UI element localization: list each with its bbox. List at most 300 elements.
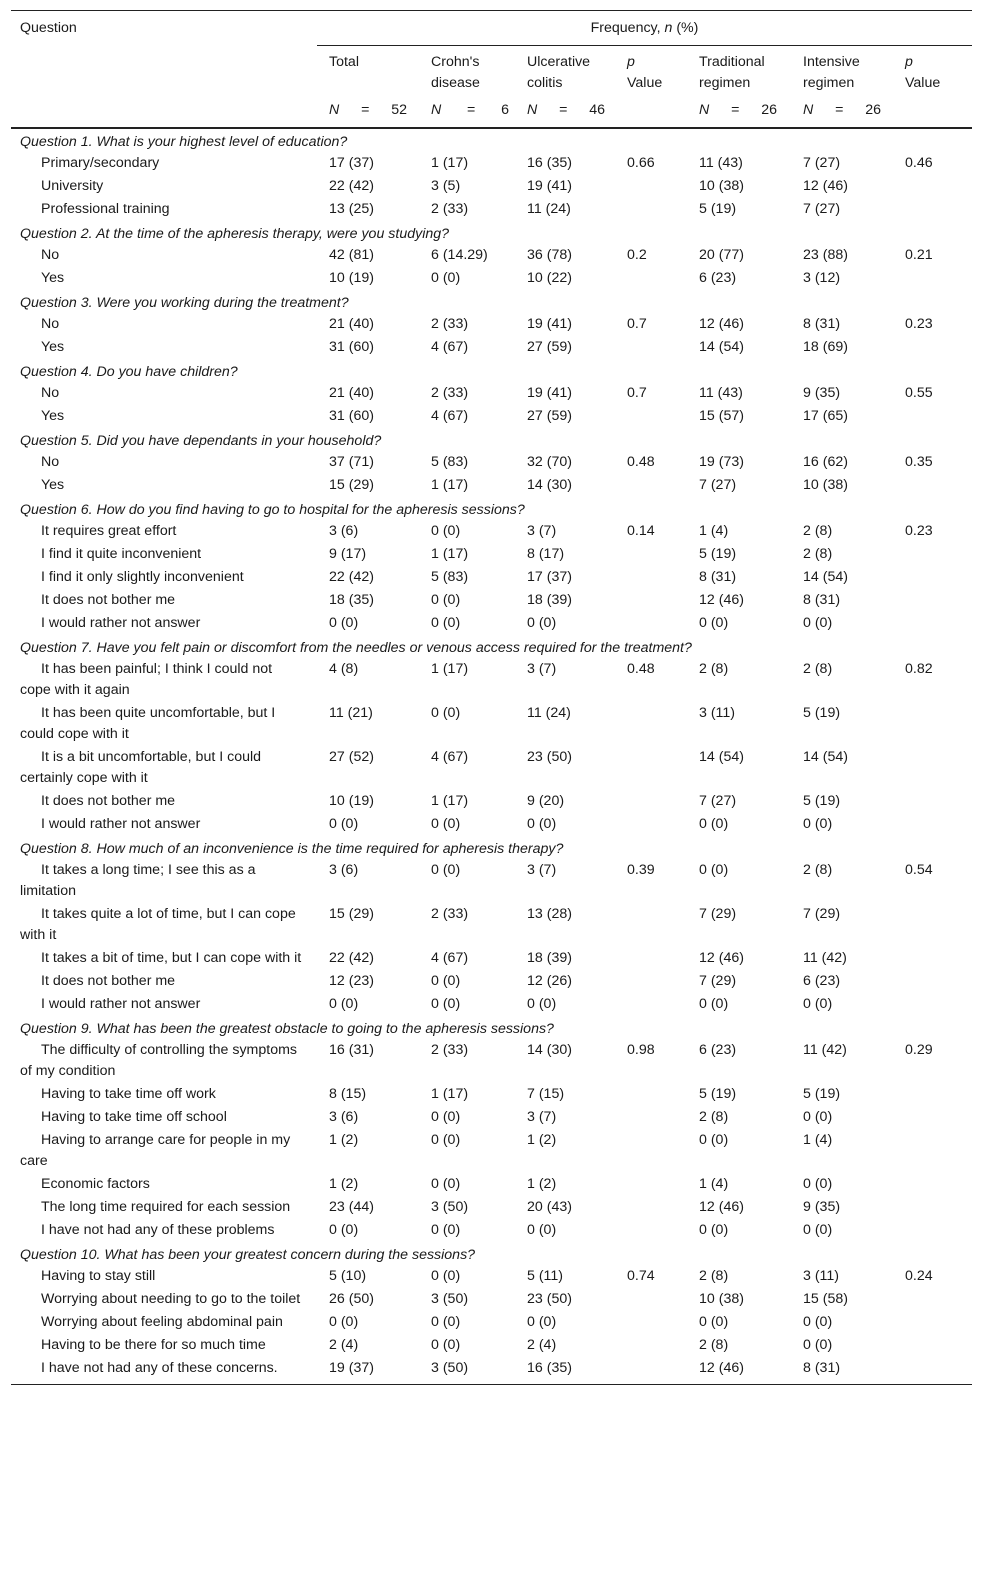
frequency-cell: 22 (42) <box>329 569 374 585</box>
answer-row <box>11 658 972 702</box>
frequency-cell: 0 (0) <box>699 1222 729 1238</box>
column-n-value <box>527 100 605 121</box>
answer-label <box>11 198 317 221</box>
p-value-cell: 0.7 <box>627 385 647 401</box>
frequency-cell: 7 (27) <box>803 155 841 171</box>
answer-label <box>11 566 317 589</box>
answer-row <box>11 543 972 566</box>
frequency-cell: 26 (50) <box>329 1291 374 1307</box>
frequency-cell: 0 (0) <box>431 1132 461 1148</box>
frequency-cell: 2 (8) <box>699 1268 729 1284</box>
question-text: Question 8. How much of an inconvenience is the time required for apheresis therapy? <box>20 841 564 857</box>
p-value-cell <box>893 566 972 589</box>
frequency-cell: 5 (19) <box>699 1086 737 1102</box>
frequency-cell: 10 (19) <box>329 793 374 809</box>
answer-label <box>11 813 317 836</box>
frequency-cell: 0 (0) <box>699 615 729 631</box>
answer-label <box>11 702 317 746</box>
table-body <box>11 128 972 1385</box>
answer-label <box>11 1039 317 1083</box>
column-header-line1: Traditional <box>699 54 765 70</box>
frequency-cell: 3 (7) <box>527 1109 557 1125</box>
frequency-cell: 0 (0) <box>699 996 729 1012</box>
answer-text: The long time required for each session <box>41 1199 291 1215</box>
frequency-cell: 15 (29) <box>329 906 374 922</box>
column-n-2 <box>515 94 615 128</box>
column-header-3 <box>615 46 687 95</box>
frequency-cell: 0 (0) <box>699 816 729 832</box>
frequency-cell: 3 (11) <box>803 1268 840 1284</box>
answer-row <box>11 813 972 836</box>
frequency-cell: 0 (0) <box>329 1314 359 1330</box>
n-count: 26 <box>761 102 777 118</box>
p-value-cell <box>893 790 972 813</box>
frequency-cell: 0 (0) <box>431 615 461 631</box>
frequency-cell: 31 (60) <box>329 339 374 355</box>
frequency-cell: 23 (88) <box>803 247 848 263</box>
n-count: 6 <box>501 102 509 118</box>
p-value-cell <box>615 267 687 290</box>
frequency-cell: 0 (0) <box>431 862 461 878</box>
frequency-cell: 0 (0) <box>803 1109 833 1125</box>
frequency-cell: 0 (0) <box>329 615 359 631</box>
frequency-cell: 27 (52) <box>329 749 374 765</box>
p-value-cell: 0.2 <box>627 247 647 263</box>
frequency-cell: 1 (17) <box>431 546 469 562</box>
answer-text: Having to stay still <box>41 1268 156 1284</box>
answer-label <box>11 970 317 993</box>
answer-label <box>11 612 317 635</box>
answer-label <box>11 993 317 1016</box>
column-header-line1: p <box>905 54 913 70</box>
p-value-cell <box>615 903 687 947</box>
p-value-cell <box>615 970 687 993</box>
p-value-cell <box>615 790 687 813</box>
frequency-cell: 15 (57) <box>699 408 744 424</box>
n-count: 46 <box>589 102 605 118</box>
question-row <box>11 128 972 152</box>
frequency-cell: 0 (0) <box>699 1132 729 1148</box>
frequency-cell: 9 (17) <box>329 546 367 562</box>
frequency-cell: 10 (22) <box>527 270 572 286</box>
question-row <box>11 1016 972 1039</box>
survey-table <box>11 10 972 1385</box>
answer-label <box>11 1311 317 1334</box>
question-row <box>11 359 972 382</box>
question-text: Question 6. How do you find having to go to hospital for the apheresis sessions? <box>20 502 525 518</box>
p-value-cell <box>615 702 687 746</box>
p-value-cell <box>893 746 972 790</box>
frequency-cell: 5 (83) <box>431 454 469 470</box>
answer-row <box>11 1129 972 1173</box>
frequency-cell: 7 (15) <box>527 1086 565 1102</box>
n-equals: = <box>835 102 844 118</box>
p-value-cell <box>893 1129 972 1173</box>
p-value-cell: 0.54 <box>905 862 933 878</box>
frequency-cell: 3 (6) <box>329 1109 359 1125</box>
answer-row <box>11 1219 972 1242</box>
frequency-cell: 0 (0) <box>329 996 359 1012</box>
answer-text: It has been quite uncomfortable, but I could cope with it <box>20 705 276 742</box>
frequency-cell: 5 (19) <box>699 201 737 217</box>
frequency-cell: 0 (0) <box>431 270 461 286</box>
answer-label <box>11 175 317 198</box>
column-header-1 <box>419 46 515 95</box>
answer-row <box>11 336 972 359</box>
answer-label <box>11 1106 317 1129</box>
column-header-5 <box>791 46 893 95</box>
p-value-cell <box>615 1196 687 1219</box>
frequency-cell: 23 (44) <box>329 1199 374 1215</box>
p-value-cell <box>615 1334 687 1357</box>
frequency-cell: 10 (19) <box>329 270 374 286</box>
answer-row <box>11 790 972 813</box>
answer-text: I would rather not answer <box>41 816 201 832</box>
column-header-2 <box>515 46 615 95</box>
frequency-cell: 16 (62) <box>803 454 848 470</box>
frequency-cell: 0 (0) <box>699 862 729 878</box>
answer-label <box>11 746 317 790</box>
frequency-cell: 12 (23) <box>329 973 374 989</box>
frequency-cell: 0 (0) <box>803 1222 833 1238</box>
frequency-cell: 5 (10) <box>329 1268 367 1284</box>
answer-text: It is a bit uncomfortable, but I could certainly cope with it <box>20 749 262 786</box>
question-text: Question 5. Did you have dependants in your household? <box>20 433 382 449</box>
frequency-cell: 5 (19) <box>803 1086 841 1102</box>
answer-row <box>11 1265 972 1288</box>
frequency-cell: 0 (0) <box>803 615 833 631</box>
frequency-cell: 3 (7) <box>527 862 557 878</box>
frequency-cell: 12 (46) <box>699 1360 744 1376</box>
column-header-0 <box>317 46 419 95</box>
frequency-cell: 0 (0) <box>329 1222 359 1238</box>
p-value-cell <box>893 1311 972 1334</box>
answer-text: The difficulty of controlling the symptoms of my condition <box>20 1042 298 1079</box>
frequency-cell: 1 (2) <box>329 1132 359 1148</box>
frequency-cell: 11 (43) <box>699 155 743 171</box>
frequency-cell: 31 (60) <box>329 408 374 424</box>
frequency-cell: 19 (41) <box>527 178 572 194</box>
p-value-cell <box>615 1173 687 1196</box>
frequency-cell: 23 (50) <box>527 749 572 765</box>
frequency-cell: 6 (23) <box>803 973 841 989</box>
frequency-cell: 7 (29) <box>803 906 841 922</box>
answer-row <box>11 1106 972 1129</box>
frequency-cell: 7 (27) <box>699 793 737 809</box>
frequency-cell: 1 (17) <box>431 477 469 493</box>
frequency-cell: 12 (46) <box>699 1199 744 1215</box>
frequency-cell: 32 (70) <box>527 454 572 470</box>
frequency-cell: 42 (81) <box>329 247 374 263</box>
frequency-cell: 2 (33) <box>431 1042 469 1058</box>
frequency-cell: 1 (17) <box>431 793 469 809</box>
question-row <box>11 221 972 244</box>
answer-label <box>11 947 317 970</box>
frequency-cell: 3 (12) <box>803 270 841 286</box>
p-value-cell: 0.29 <box>905 1042 933 1058</box>
frequency-cell: 12 (46) <box>699 950 744 966</box>
frequency-cell: 1 (2) <box>527 1176 557 1192</box>
p-value-cell <box>615 1311 687 1334</box>
frequency-cell: 15 (29) <box>329 477 374 493</box>
answer-row <box>11 702 972 746</box>
p-value-cell <box>893 1196 972 1219</box>
frequency-cell: 0 (0) <box>803 996 833 1012</box>
frequency-cell: 16 (35) <box>527 155 572 171</box>
column-header-line2: Value <box>627 75 663 91</box>
p-value-cell: 0.66 <box>627 155 655 171</box>
frequency-cell: 4 (67) <box>431 339 469 355</box>
n-label: N <box>329 102 340 118</box>
frequency-cell: 1 (2) <box>329 1176 359 1192</box>
answer-row <box>11 1173 972 1196</box>
answer-row <box>11 520 972 543</box>
answer-row <box>11 1039 972 1083</box>
frequency-cell: 2 (33) <box>431 201 469 217</box>
frequency-cell: 2 (8) <box>699 1337 729 1353</box>
frequency-cell: 10 (38) <box>803 477 848 493</box>
column-n-6 <box>893 94 972 128</box>
frequency-header: Frequency, n (%) <box>317 11 972 46</box>
p-value-cell <box>893 1357 972 1385</box>
answer-row <box>11 1334 972 1357</box>
answer-text: I would rather not answer <box>41 615 201 631</box>
frequency-cell: 5 (19) <box>803 793 841 809</box>
answer-label <box>11 405 317 428</box>
question-text: Question 1. What is your highest level of education? <box>20 134 348 150</box>
frequency-cell: 3 (6) <box>329 862 359 878</box>
frequency-cell: 2 (8) <box>803 523 833 539</box>
frequency-cell: 0 (0) <box>431 1268 461 1284</box>
n-equals: = <box>559 102 568 118</box>
answer-text: It takes a long time; I see this as a limitation <box>20 862 256 899</box>
answer-label <box>11 1196 317 1219</box>
question-text: Question 10. What has been your greatest concern during the sessions? <box>20 1247 476 1263</box>
frequency-cell: 1 (4) <box>803 1132 833 1148</box>
answer-label <box>11 589 317 612</box>
question-row <box>11 428 972 451</box>
column-header-line2: colitis <box>527 75 563 91</box>
answer-text: No <box>41 247 60 263</box>
answer-row <box>11 993 972 1016</box>
frequency-cell: 0 (0) <box>431 1314 461 1330</box>
answer-label <box>11 790 317 813</box>
answer-row <box>11 405 972 428</box>
frequency-cell: 13 (28) <box>527 906 572 922</box>
frequency-cell: 0 (0) <box>431 1222 461 1238</box>
frequency-cell: 0 (0) <box>329 816 359 832</box>
answer-text: Yes <box>41 477 65 493</box>
n-label: N <box>699 102 710 118</box>
answer-row <box>11 1083 972 1106</box>
answer-text: It does not bother me <box>41 592 176 608</box>
answer-text: I would rather not answer <box>41 996 201 1012</box>
answer-label <box>11 382 317 405</box>
frequency-cell: 8 (31) <box>803 1360 841 1376</box>
frequency-cell: 9 (20) <box>527 793 565 809</box>
answer-label <box>11 903 317 947</box>
frequency-cell: 8 (15) <box>329 1086 367 1102</box>
frequency-cell: 7 (27) <box>699 477 737 493</box>
p-value-cell <box>893 1173 972 1196</box>
frequency-cell: 12 (26) <box>527 973 572 989</box>
answer-label <box>11 658 317 702</box>
p-value-cell <box>893 903 972 947</box>
answer-row <box>11 947 972 970</box>
answer-row <box>11 1288 972 1311</box>
frequency-cell: 2 (8) <box>803 661 833 677</box>
frequency-cell: 0 (0) <box>527 1222 557 1238</box>
frequency-cell: 14 (54) <box>699 749 744 765</box>
p-value-cell <box>893 1083 972 1106</box>
p-value-cell <box>893 612 972 635</box>
frequency-cell: 0 (0) <box>431 705 461 721</box>
answer-row <box>11 1196 972 1219</box>
frequency-cell: 12 (46) <box>803 178 848 194</box>
frequency-cell: 13 (25) <box>329 201 374 217</box>
p-value-cell <box>893 198 972 221</box>
frequency-cell: 18 (39) <box>527 950 572 966</box>
n-count: 52 <box>391 102 407 118</box>
p-value-cell <box>615 1129 687 1173</box>
frequency-cell: 2 (8) <box>803 546 833 562</box>
answer-text: Yes <box>41 339 65 355</box>
column-n-value <box>329 100 407 121</box>
p-value-cell <box>893 267 972 290</box>
p-value-cell: 0.35 <box>905 454 933 470</box>
frequency-cell: 2 (4) <box>527 1337 557 1353</box>
frequency-cell: 8 (31) <box>803 592 841 608</box>
frequency-cell: 4 (8) <box>329 661 359 677</box>
frequency-cell: 3 (50) <box>431 1360 469 1376</box>
answer-label <box>11 1219 317 1242</box>
answer-text: It has been painful; I think I could not cope with it again <box>20 661 273 698</box>
p-value-cell <box>893 589 972 612</box>
question-row <box>11 635 972 658</box>
frequency-cell: 0 (0) <box>431 816 461 832</box>
p-value-cell: 0.74 <box>627 1268 655 1284</box>
frequency-cell: 7 (27) <box>803 201 841 217</box>
frequency-cell: 17 (37) <box>329 155 374 171</box>
p-value-cell: 0.21 <box>905 247 933 263</box>
p-value-cell <box>893 175 972 198</box>
p-value-cell <box>615 175 687 198</box>
p-value-cell <box>615 1219 687 1242</box>
frequency-cell: 5 (19) <box>699 546 737 562</box>
frequency-cell: 0 (0) <box>431 592 461 608</box>
frequency-cell: 5 (11) <box>527 1268 564 1284</box>
question-header: Question <box>20 20 77 36</box>
frequency-cell: 5 (19) <box>803 705 841 721</box>
n-label: N <box>431 102 442 118</box>
column-n-value <box>431 100 509 121</box>
p-value-cell: 0.98 <box>627 1042 655 1058</box>
p-value-cell <box>893 947 972 970</box>
frequency-cell: 4 (67) <box>431 950 469 966</box>
frequency-cell: 7 (29) <box>699 906 737 922</box>
frequency-cell: 14 (30) <box>527 1042 572 1058</box>
question-row <box>11 290 972 313</box>
frequency-cell: 11 (24) <box>527 201 571 217</box>
column-header-line1: Ulcerative <box>527 54 591 70</box>
answer-label <box>11 152 317 175</box>
answer-row <box>11 746 972 790</box>
answer-text: Yes <box>41 270 65 286</box>
p-value-cell: 0.82 <box>905 661 933 677</box>
answer-text: Economic factors <box>41 1176 150 1192</box>
column-header-line2: regimen <box>699 75 751 91</box>
frequency-cell: 18 (69) <box>803 339 848 355</box>
question-row <box>11 836 972 859</box>
column-header-line2: Value <box>905 75 941 91</box>
p-value-cell: 0.7 <box>627 316 647 332</box>
frequency-cell: 1 (2) <box>527 1132 557 1148</box>
column-header-line1: Total <box>329 54 359 70</box>
answer-text: No <box>41 385 60 401</box>
frequency-cell: 20 (77) <box>699 247 744 263</box>
answer-label <box>11 336 317 359</box>
p-value-cell: 0.48 <box>627 661 655 677</box>
answer-row <box>11 451 972 474</box>
answer-label <box>11 1288 317 1311</box>
frequency-cell: 21 (40) <box>329 316 374 332</box>
answer-row <box>11 859 972 903</box>
question-row <box>11 1242 972 1265</box>
p-value-cell: 0.48 <box>627 454 655 470</box>
p-value-cell <box>615 589 687 612</box>
frequency-cell: 17 (37) <box>527 569 572 585</box>
answer-label <box>11 1173 317 1196</box>
frequency-cell: 18 (35) <box>329 592 374 608</box>
p-value-cell <box>615 1288 687 1311</box>
answer-row <box>11 313 972 336</box>
p-value-cell <box>893 702 972 746</box>
frequency-cell: 0 (0) <box>803 816 833 832</box>
answer-label <box>11 520 317 543</box>
answer-label <box>11 1265 317 1288</box>
frequency-cell: 19 (41) <box>527 316 572 332</box>
frequency-cell: 2 (8) <box>803 862 833 878</box>
answer-text: Having to take time off work <box>41 1086 216 1102</box>
p-value-cell <box>615 813 687 836</box>
answer-row <box>11 244 972 267</box>
frequency-cell: 8 (31) <box>699 569 737 585</box>
answer-row <box>11 1311 972 1334</box>
frequency-cell: 11 (43) <box>699 385 743 401</box>
p-value-cell <box>615 1083 687 1106</box>
frequency-cell: 27 (59) <box>527 339 572 355</box>
column-header-line1: Crohn's <box>431 54 480 70</box>
frequency-cell: 12 (46) <box>699 592 744 608</box>
answer-label <box>11 1334 317 1357</box>
column-n-0 <box>317 94 419 128</box>
p-value-cell <box>615 1106 687 1129</box>
p-value-cell <box>893 405 972 428</box>
p-value-cell <box>893 336 972 359</box>
p-value-cell <box>893 970 972 993</box>
frequency-cell: 1 (17) <box>431 155 469 171</box>
frequency-cell: 16 (35) <box>527 1360 572 1376</box>
p-value-cell <box>615 746 687 790</box>
frequency-cell: 0 (0) <box>803 1337 833 1353</box>
frequency-cell: 5 (83) <box>431 569 469 585</box>
frequency-cell: 1 (4) <box>699 523 729 539</box>
column-n-1 <box>419 94 515 128</box>
answer-text: Having to arrange care for people in my care <box>20 1132 291 1169</box>
answer-text: Having to take time off school <box>41 1109 227 1125</box>
answer-label <box>11 451 317 474</box>
p-value-cell <box>615 543 687 566</box>
